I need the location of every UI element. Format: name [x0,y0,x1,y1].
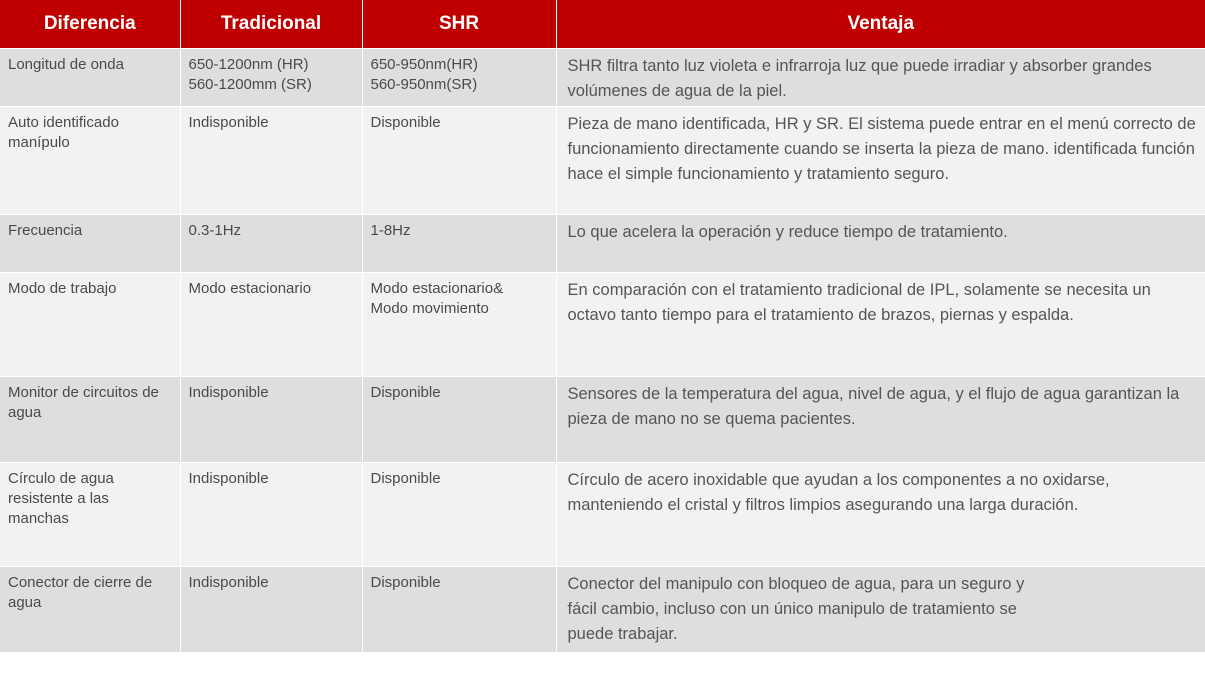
cell-ventaja: Conector del manipulo con bloqueo de agua, para un seguro y fácil cambio, incluso con un único manipulo de tratamiento se puede trabajar. [556,566,1205,652]
cell-shr: Disponible [362,462,556,566]
cell-diferencia: Monitor de circuitos de agua [0,376,180,462]
cell-diferencia: Frecuencia [0,214,180,272]
table-row-monitor-circuitos [0,376,1205,462]
cell-ventaja: En comparación con el tratamiento tradicional de IPL, solamente se necesita un octavo tanto tiempo para el tratamiento de brazos, piernas y espalda. [556,272,1205,376]
cell-ventaja: Sensores de la temperatura del agua, nivel de agua, y el flujo de agua garantizan la pieza de mano no se quema pacientes. [556,376,1205,462]
cell-ventaja: Lo que acelera la operación y reduce tiempo de tratamiento. [556,214,1205,272]
cell-shr: Disponible [362,566,556,652]
cell-shr: Disponible [362,376,556,462]
cell-tradicional: Indisponible [180,106,362,214]
cell-shr: Disponible [362,106,556,214]
header-tradicional: Tradicional [180,0,362,48]
table-row-circulo-de-agua [0,462,1205,566]
table-header [0,0,1205,48]
cell-diferencia: Modo de trabajo [0,272,180,376]
table-row-auto-identificado [0,106,1205,214]
cell-ventaja: Círculo de acero inoxidable que ayudan a los componentes a no oxidarse, manteniendo el cristal y filtros limpios asegurando una larga duración. [556,462,1205,566]
header-ventaja: Ventaja [556,0,1205,48]
cell-diferencia: Conector de cierre de agua [0,566,180,652]
cell-tradicional: Indisponible [180,462,362,566]
cell-tradicional: 650-1200nm (HR) 560-1200mm (SR) [180,48,362,106]
cell-shr: Modo estacionario& Modo movimiento [362,272,556,376]
table-row-conector-cierre [0,566,1205,652]
cell-tradicional: Indisponible [180,566,362,652]
cell-ventaja: Pieza de mano identificada, HR y SR. El sistema puede entrar en el menú correcto de funcionamiento directamente cuando se inserta la pieza de mano. identificada función hace el simple funcionamiento y tratamiento seguro. [556,106,1205,214]
table-row-frecuencia [0,214,1205,272]
cell-diferencia: Longitud de onda [0,48,180,106]
cell-tradicional: Indisponible [180,376,362,462]
header-shr: SHR [362,0,556,48]
header-diferencia: Diferencia [0,0,180,48]
header-row [0,0,1205,48]
table-body [0,48,1205,652]
table-row-modo-de-trabajo [0,272,1205,376]
cell-shr: 650-950nm(HR) 560-950nm(SR) [362,48,556,106]
table-row-longitud-de-onda [0,48,1205,106]
cell-ventaja: SHR filtra tanto luz violeta e infrarroja luz que puede irradiar y absorber grandes volúmenes de agua de la piel. [556,48,1205,106]
cell-tradicional: 0.3-1Hz [180,214,362,272]
cell-diferencia: Auto identificado manípulo [0,106,180,214]
cell-diferencia: Círculo de agua resistente a las manchas [0,462,180,566]
cell-tradicional: Modo estacionario [180,272,362,376]
cell-shr: 1-8Hz [362,214,556,272]
